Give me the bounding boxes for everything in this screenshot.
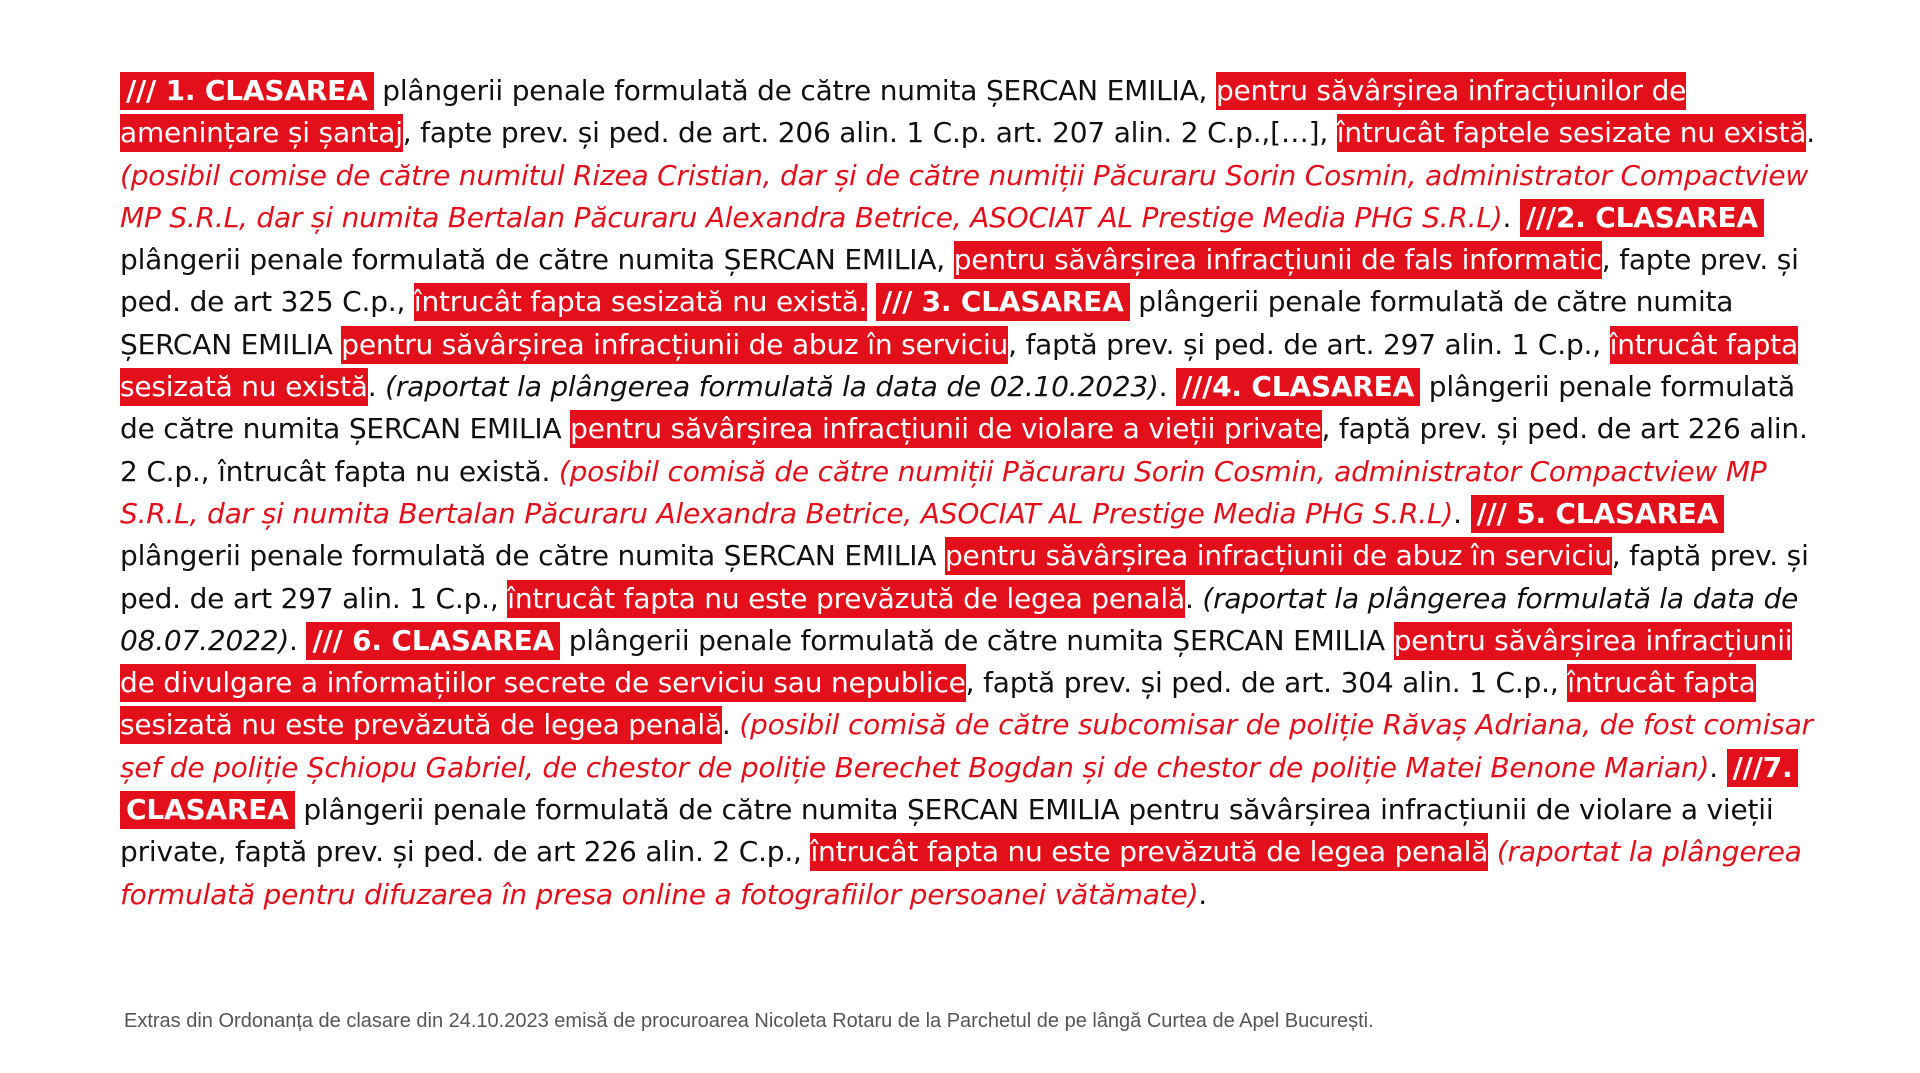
section-heading: ///4. CLASAREA — [1176, 368, 1420, 406]
red-note: (posibil comisă de către numiții Păcuraru Sorin Cosmin, administrator Compactview MP S.R.L, dar și numita Bertalan Păcuraru Alexandra Betrice, ASOCIAT AL Prestige Media PHG S.R.L) — [120, 454, 1767, 530]
plain-text: , faptă prev. și ped. de art. 304 alin. 1 C.p., — [965, 666, 1568, 700]
plain-text: , faptă prev. și ped. de art 297 alin. 1 C.p., — [120, 539, 1809, 615]
highlighted-text: întrucât fapta nu este prevăzută de legea penală — [507, 580, 1185, 618]
section-heading: /// 6. CLASAREA — [306, 622, 560, 660]
plain-text: . — [1502, 200, 1520, 234]
highlighted-text: întrucât fapta sesizată nu este prevăzută de legea penală — [120, 664, 1756, 744]
section-heading: /// 3. CLASAREA — [876, 283, 1130, 321]
section-heading: /// 5. CLASAREA — [1471, 495, 1725, 533]
ordinance-paragraph — [120, 70, 1820, 916]
highlighted-text: întrucât fapta sesizată nu există — [120, 326, 1798, 406]
highlighted-text: pentru săvârșirea infracțiunii de violare a vieții private — [570, 410, 1321, 448]
highlighted-text: întrucât fapta sesizată nu există. — [414, 283, 867, 321]
plain-text — [867, 285, 876, 318]
highlighted-text: pentru săvârșirea infracțiunii de abuz în serviciu — [341, 326, 1008, 364]
section-heading: ///7. CLASAREA — [120, 749, 1798, 829]
plain-text: plângerii penale formulată de către numita ȘERCAN EMILIA — [120, 370, 1795, 446]
section-heading: ///2. CLASAREA — [1520, 199, 1764, 237]
highlighted-text: pentru săvârșirea infracțiunii de divulgare a informațiilor secrete de serviciu sau nepublice — [120, 622, 1792, 702]
highlighted-text: întrucât faptele sesizate nu există — [1337, 114, 1806, 152]
plain-text: plângerii penale formulată de către numita ȘERCAN EMILIA — [120, 539, 945, 573]
plain-text: . — [1184, 581, 1203, 615]
red-note: (raportat la plângerea formulată pentru difuzarea în presa online a fotografiilor persoanei vătămate) — [120, 835, 1802, 911]
document-body — [120, 70, 1820, 916]
plain-text: . — [289, 623, 307, 657]
plain-text: . — [1806, 116, 1815, 150]
plain-text: . — [1709, 750, 1727, 784]
plain-text: plângerii penale formulată de către numita ȘERCAN EMILIA, — [120, 243, 954, 277]
plain-text: . — [1198, 877, 1207, 911]
italic-note: (raportat la plângerea formulată la data de 08.07.2022) — [120, 581, 1799, 657]
red-note: (posibil comise de către numitul Rizea Cristian, dar și de către numiții Păcuraru Sorin Cosmin, administrator Compactview MP S.R.L, dar și numita Bertalan Păcuraru Alexandra Betrice, ASOCIAT AL Prestige Media PHG S.R.L) — [120, 158, 1809, 234]
section-heading: /// 1. CLASAREA — [120, 72, 374, 110]
plain-text: . — [1158, 370, 1177, 404]
plain-text: plângerii penale formulată de către numita ȘERCAN EMILIA — [120, 285, 1734, 361]
highlighted-text: pentru săvârșirea infracțiunilor de amenințare și șantaj — [120, 72, 1686, 152]
italic-note: (raportat la plângerea formulată la data de 02.10.2023) — [385, 370, 1159, 404]
highlighted-text: pentru săvârșirea infracțiunii de abuz în serviciu — [945, 537, 1612, 575]
plain-text: plângerii penale formulată de către numita ȘERCAN EMILIA — [560, 623, 1394, 657]
caption: Extras din Ordonanța de clasare din 24.10.2023 emisă de procuroarea Nicoleta Rotaru de la Parchetul de pe lângă Curtea de Apel București. — [124, 1010, 1374, 1032]
plain-text: , faptă prev. și ped. de art 226 alin. 2 C.p., întrucât fapta nu există. — [120, 412, 1808, 488]
plain-text: plângerii penale formulată de către numita ȘERCAN EMILIA pentru săvârșirea infracțiunii de violare a vieții private, faptă prev. și ped. de art 226 alin. 2 C.p., — [120, 793, 1774, 869]
plain-text: . — [1453, 496, 1471, 530]
highlighted-text: întrucât fapta nu este prevăzută de legea penală — [810, 833, 1488, 871]
plain-text: plângerii penale formulată de către numita ȘERCAN EMILIA, — [373, 74, 1216, 107]
plain-text: , fapte prev. și ped. de art. 206 alin. 1 C.p. art. 207 alin. 2 C.p.,[…], — [402, 116, 1337, 150]
plain-text: , fapte prev. și ped. de art 325 C.p., — [120, 243, 1799, 319]
red-note: (posibil comisă de către subcomisar de poliție Răvaș Adriana, de fost comisar șef de poliție Șchiopu Gabriel, de chestor de poliție Berechet Bogdan și de chestor de poliție Matei Benone Marian) — [120, 708, 1813, 784]
plain-text: . — [367, 370, 386, 404]
plain-text: , faptă prev. și ped. de art. 297 alin. 1 C.p., — [1008, 327, 1610, 361]
plain-text: . — [721, 708, 740, 742]
plain-text — [1488, 835, 1497, 868]
highlighted-text: pentru săvârșirea infracțiunii de fals informatic — [954, 241, 1602, 279]
